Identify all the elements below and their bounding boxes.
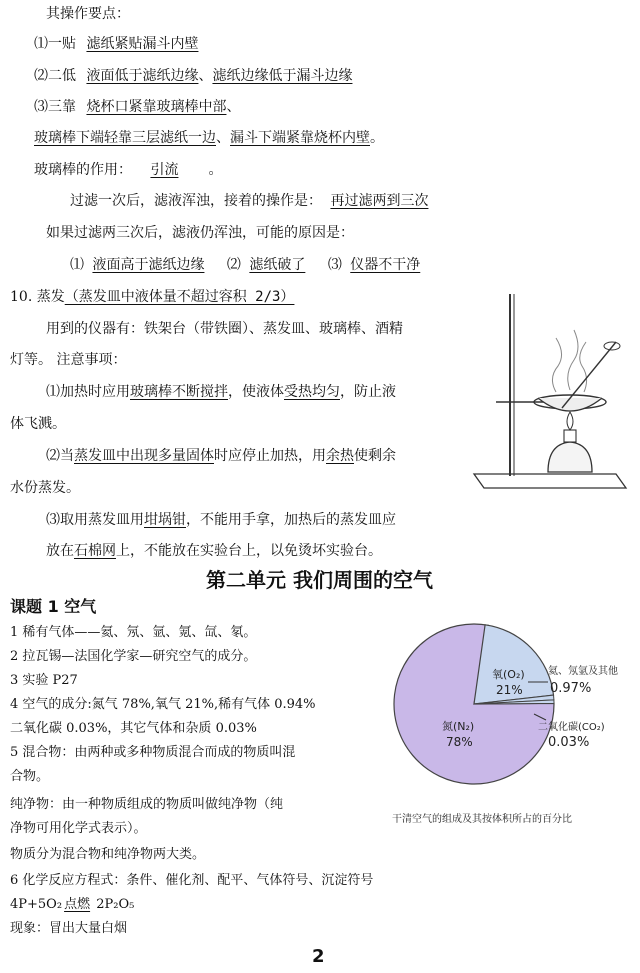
point-4a: 4 空气的成分:氮气 78%,氧气 21%,稀有气体 0.94%	[10, 697, 316, 712]
note-3-d: 放在	[46, 543, 74, 559]
note-2-c: 时应停止加热，用	[214, 448, 326, 464]
page-number: 2	[312, 946, 325, 967]
co2-label: 二氧化碳(CO₂)	[538, 722, 605, 733]
rare-label: 氦、氖氩及其他	[548, 666, 618, 677]
point-5c: 纯净物：由一种物质组成的物质叫做纯净物（纯	[10, 797, 284, 812]
note-1-cont: 体飞溅。	[10, 416, 66, 432]
chart-caption: 干清空气的组成及其按体积所占的百分比	[392, 814, 572, 825]
note-3-c: ，不能用手拿，加热后的蒸发皿应	[186, 512, 396, 528]
point-5d: 净物可用化学式表示）。	[10, 821, 147, 836]
note-3-cont	[46, 541, 382, 561]
rule-three-answer-c: 漏斗下端紧靠烧杯内壁	[230, 130, 370, 146]
rule-one-paste	[34, 34, 198, 54]
instrument-line-1: 用到的仪器有：铁架台（带铁圈）、蒸发皿、玻璃棒、酒精	[46, 321, 403, 337]
note-2	[46, 446, 396, 466]
evaporation-apparatus-illustration	[466, 292, 638, 502]
point-5b: 合物。	[10, 769, 50, 784]
note-3-a: ⑶取用蒸发皿用	[46, 512, 144, 528]
rule-two-answer-b: 滤纸边缘低于漏斗边缘	[212, 68, 353, 84]
note-3-e: 石棉网	[74, 543, 116, 559]
rule-three-answer-a: 烧杯口紧靠玻璃棒中部	[86, 99, 227, 115]
equation-right: 2P₂O₅	[92, 897, 135, 912]
reason-question: 如果过滤两三次后，滤液仍浑浊，可能的原因是：	[46, 225, 354, 241]
reason-1: 液面高于滤纸边缘	[92, 257, 205, 273]
evaporation-title	[10, 287, 294, 307]
rule-three-answer-b: 玻璃棒下端轻靠三层滤纸一边	[34, 130, 216, 146]
note-3-b: 坩埚钳	[144, 512, 186, 528]
rule-three-separator-2: 、	[216, 130, 230, 146]
rule-two-answer-a: 液面低于滤纸边缘	[86, 68, 199, 84]
glass-rod-answer: 引流	[150, 162, 179, 178]
note-1-b: 玻璃棒不断搅拌	[130, 384, 228, 400]
rule-two-label: ⑵二低	[34, 68, 76, 84]
turbid-answer: 再过滤两到三次	[330, 193, 429, 209]
reason-3-num: ⑶	[327, 257, 342, 273]
note-1-c: ，使液体	[228, 384, 284, 400]
equation	[10, 895, 134, 915]
glass-rod-end: 。	[208, 162, 223, 178]
rule-one-answer: 滤纸紧贴漏斗内壁	[86, 36, 199, 52]
note-2-d: 余热	[326, 448, 354, 464]
point-5a: 5 混合物：由两种或多种物质混合而成的物质叫混	[10, 745, 296, 760]
lesson-title: 课题 1 空气	[10, 597, 97, 616]
evaporation-title-note: （蒸发皿中液体量不超过容积 2/3）	[64, 289, 295, 305]
note-1-d: 受热均匀	[284, 384, 340, 400]
unit-title: 第二单元 我们周围的空气	[206, 568, 433, 592]
co2-value: 0.03%	[548, 735, 590, 750]
note-3	[46, 510, 396, 530]
turbid-question	[70, 191, 428, 211]
rare-value: 0.97%	[550, 681, 592, 696]
note-3-f: 上，不能放在实验台上，以免烫坏实验台。	[116, 543, 382, 559]
rule-three-label: ⑶三靠	[34, 99, 76, 115]
reason-1-num: ⑴	[70, 257, 84, 273]
rule-one-label: ⑴一贴	[34, 36, 76, 52]
point-1: 1 稀有气体——氦、氖、氩、氪、氙、氡。	[10, 625, 257, 640]
phenomenon: 现象：冒出大量白烟	[10, 921, 128, 936]
note-2-b: 蒸发皿中出现多量固体	[74, 448, 214, 464]
instrument-line-2: 灯等。 注意事项：	[10, 352, 127, 368]
rule-three-end: 。	[370, 130, 384, 146]
rule-two-separator: 、	[198, 68, 213, 84]
point-5e: 物质分为混合物和纯净物两大类。	[10, 847, 206, 862]
note-1-a: ⑴加热时应用	[46, 384, 130, 400]
o2-value: 21%	[496, 683, 523, 697]
o2-label: 氧(O₂)	[492, 668, 525, 681]
rule-three-continued	[34, 128, 384, 148]
evaporation-title-num: 10. 蒸发	[10, 289, 65, 305]
operation-points-heading: 其操作要点：	[46, 6, 130, 22]
rule-three-lean	[34, 97, 240, 117]
point-4b: 二氧化碳 0.03%，其它气体和杂质 0.03%	[10, 721, 257, 736]
note-2-e: 使剩余	[354, 448, 396, 464]
equation-condition: 点燃	[64, 897, 91, 912]
n2-label: 氮(N₂)	[442, 720, 475, 733]
glass-rod-label: 玻璃棒的作用：	[34, 162, 132, 178]
note-2-cont: 水份蒸发。	[10, 480, 80, 496]
point-6: 6 化学反应方程式：条件、催化剂、配平、气体符号、沉淀符号	[10, 873, 374, 888]
point-3: 3 实验 P27	[10, 673, 78, 688]
note-1-e: ，防止液	[340, 384, 396, 400]
note-2-a: ⑵当	[46, 448, 74, 464]
air-composition-pie-chart	[388, 618, 636, 832]
point-2: 2 拉瓦锡—法国化学家—研究空气的成分。	[10, 649, 257, 664]
note-1	[46, 382, 396, 402]
reason-2: 滤纸破了	[249, 257, 306, 273]
reason-2-num: ⑵	[226, 257, 241, 273]
n2-value: 78%	[446, 735, 473, 749]
reason-3: 仪器不干净	[350, 257, 421, 273]
glass-rod-role	[34, 160, 222, 180]
rule-three-separator: 、	[226, 99, 241, 115]
reason-list	[70, 255, 420, 275]
turbid-question-text: 过滤一次后，滤液浑浊，接着的操作是：	[70, 193, 322, 209]
rule-two-low	[34, 66, 352, 86]
equation-left: 4P+5O₂	[10, 897, 63, 912]
